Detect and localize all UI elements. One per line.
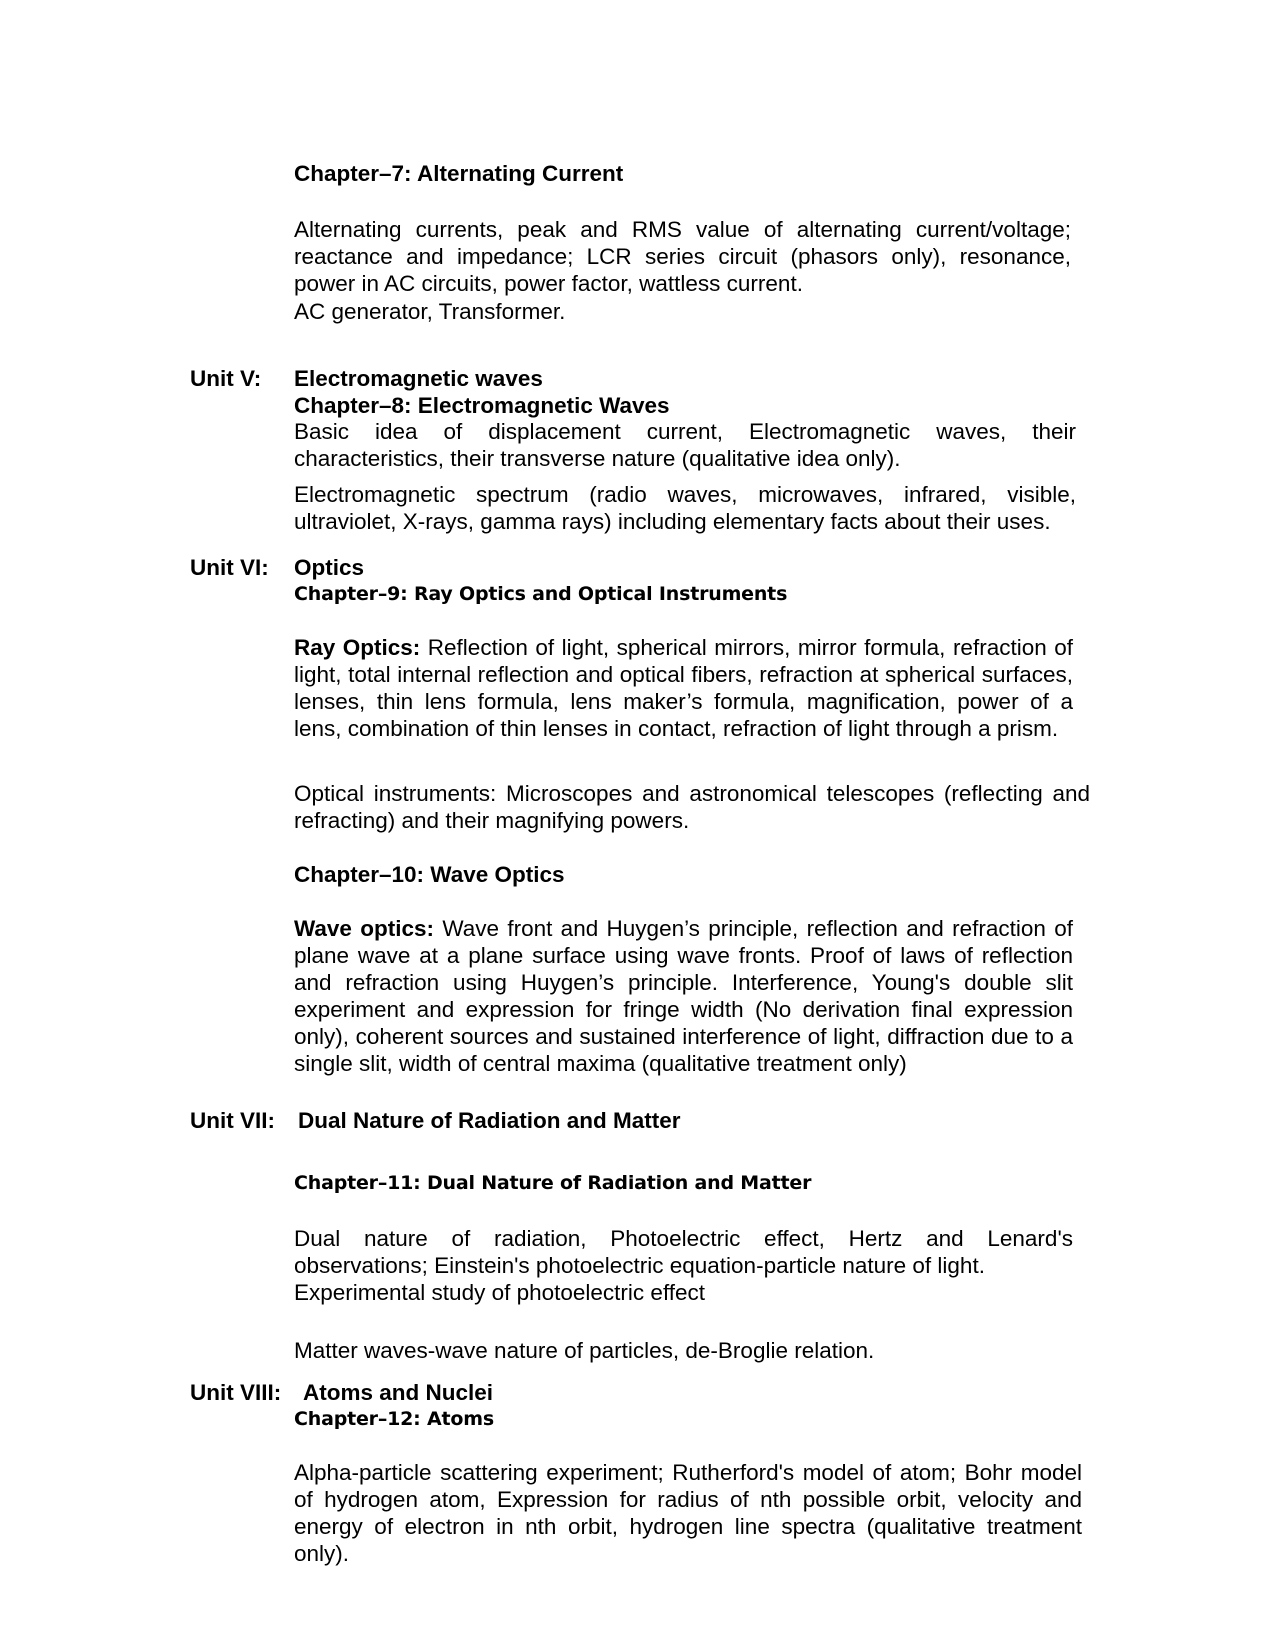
unit-6-title: Optics bbox=[294, 555, 365, 580]
ray-optics-paragraph bbox=[294, 634, 1073, 742]
wave-optics-paragraph bbox=[294, 915, 1073, 1077]
chapter-12-title: Chapter–12: Atoms bbox=[294, 1408, 494, 1430]
chapter-9-title: Chapter–9: Ray Optics and Optical Instruments bbox=[294, 583, 788, 605]
unit-7-label: Unit VII: bbox=[190, 1108, 275, 1133]
chapter-10-title: Chapter–10: Wave Optics bbox=[294, 862, 565, 887]
unit-6-label: Unit VI: bbox=[190, 555, 269, 580]
chapter-8-paragraph-2: Electromagnetic spectrum (radio waves, microwaves, infrared, visible, ultraviolet, X-rays, gamma rays) including elementary facts about their uses. bbox=[294, 482, 1076, 534]
chapter-12-paragraph: Alpha-particle scattering experiment; Rutherford's model of atom; Bohr model of hydrogen atom, Expression for radius of nth possible orbit, velocity and energy of electron in nth orbit, hydrogen line spectra (qualitative treatment only). bbox=[294, 1460, 1082, 1566]
unit-7-title: Dual Nature of Radiation and Matter bbox=[298, 1108, 681, 1133]
chapter-8-paragraph: Basic idea of displacement current, Electromagnetic waves, their characteristics, their transverse nature (qualitative idea only). bbox=[294, 419, 1076, 471]
unit-8-title: Atoms and Nuclei bbox=[303, 1380, 494, 1405]
wave-optics-text: Wave front and Huygen’s principle, reflection and refraction of plane wave at a plane surface using wave fronts. Proof of laws of reflection and refraction using Huygen’s principle. Interference, Young's double slit experiment and expression for fringe width (No derivation final expression only), coherent sources and sustained interference of light, diffraction due to a single slit, width of central maxima (qualitative treatment only) bbox=[294, 916, 1073, 1076]
ray-optics-text: Reflection of light, spherical mirrors, mirror formula, refraction of light, total internal reflection and optical fibers, refraction at spherical surfaces, lenses, thin lens formula, lens maker’s formula, magnification, power of a lens, combination of thin lenses in contact, refraction of light through a prism. bbox=[294, 635, 1073, 741]
ray-optics-lead: Ray Optics: bbox=[294, 635, 421, 660]
unit-5-title: Electromagnetic waves bbox=[294, 366, 543, 391]
wave-optics-lead: Wave optics: bbox=[294, 916, 435, 941]
chapter-11-paragraph-3: Matter waves-wave nature of particles, de-Broglie relation. bbox=[294, 1338, 875, 1363]
chapter-7-title: Chapter–7: Alternating Current bbox=[294, 161, 624, 186]
chapter-7-paragraph-2: AC generator, Transformer. bbox=[294, 299, 566, 324]
optical-instruments-paragraph: Optical instruments: Microscopes and astronomical telescopes (reflecting and refracting) and their magnifying powers. bbox=[294, 781, 1090, 833]
chapter-8-title: Chapter–8: Electromagnetic Waves bbox=[294, 393, 670, 418]
chapter-11-title: Chapter–11: Dual Nature of Radiation and Matter bbox=[294, 1172, 812, 1194]
chapter-11-paragraph: Dual nature of radiation, Photoelectric effect, Hertz and Lenard's observations; Einstein's photoelectric equation-particle nature of light. bbox=[294, 1226, 1073, 1278]
unit-8-label: Unit VIII: bbox=[190, 1380, 282, 1405]
chapter-11-paragraph-2: Experimental study of photoelectric effect bbox=[294, 1280, 706, 1305]
unit-5-label: Unit V: bbox=[190, 366, 262, 391]
chapter-7-paragraph: Alternating currents, peak and RMS value of alternating current/voltage; reactance and impedance; LCR series circuit (phasors only), resonance, power in AC circuits, power factor, wattless current. bbox=[294, 217, 1071, 296]
